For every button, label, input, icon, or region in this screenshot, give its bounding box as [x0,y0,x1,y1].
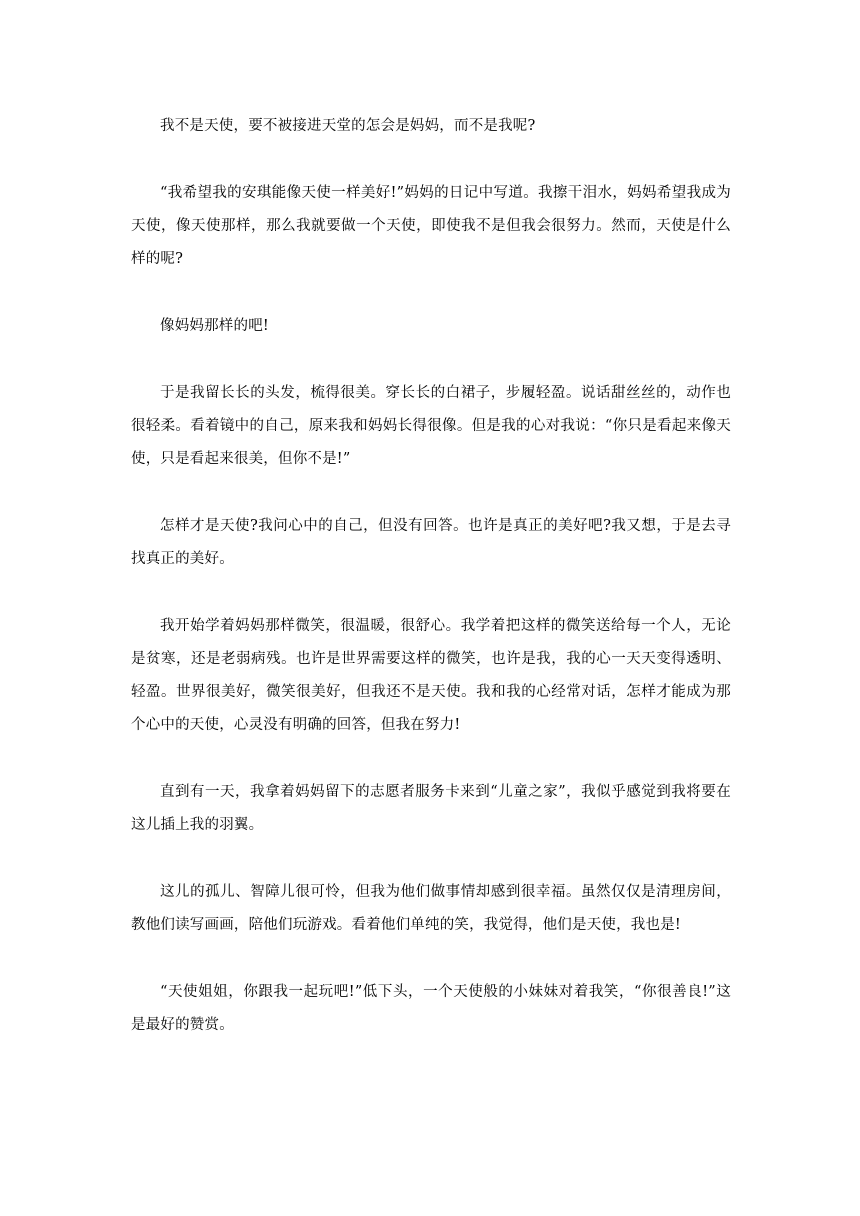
document-body [131,110,731,1076]
paragraph-5: 怎样才是天使?我问心中的自己，但没有回答。也许是真正的美好吧?我又想，于是去寻找真正的美好。 [131,518,731,567]
paragraph-8: 这儿的孤儿、智障儿很可怜，但我为他们做事情却感到很幸福。虽然仅仅是清理房间，教他们读写画画，陪他们玩游戏。看着他们单纯的笑，我觉得，他们是天使，我也是! [131,884,731,933]
paragraph-7: 直到有一天，我拿着妈妈留下的志愿者服务卡来到“儿童之家”，我似乎感觉到我将要在这儿插上我的羽翼。 [131,784,731,833]
paragraph-3: 像妈妈那样的吧! [160,318,269,334]
paragraph-6: 我开始学着妈妈那样微笑，很温暖，很舒心。我学着把这样的微笑送给每一个人，无论是贫寒，还是老弱病残。也许是世界需要这样的微笑，也许是我，我的心一天天变得透明、轻盈。世界很美好，微笑很美好，但我还不是天使。我和我的心经常对话，怎样才能成为那个心中的天使，心灵没有明确的回答，但我在努力! [131,618,731,733]
paragraph-1: 我不是天使，要不被接进天堂的怎会是妈妈，而不是我呢? [160,118,536,134]
paragraph-4: 于是我留长长的头发，梳得很美。穿长长的白裙子，步履轻盈。说话甜丝丝的，动作也很轻柔。看着镜中的自己，原来我和妈妈长得很像。但是我的心对我说：“你只是看起来像天使，只是看起来很美，但你不是!” [131,385,731,467]
paragraph-9: “天使姐姐，你跟我一起玩吧!”低下头，一个天使般的小妹妹对着我笑，“你很善良!”这是最好的赞赏。 [131,984,731,1033]
paragraph-2: “我希望我的安琪能像天使一样美好!”妈妈的日记中写道。我擦干泪水，妈妈希望我成为天使，像天使那样，那么我就要做一个天使，即使我不是但我会很努力。然而，天使是什么样的呢? [131,185,731,267]
